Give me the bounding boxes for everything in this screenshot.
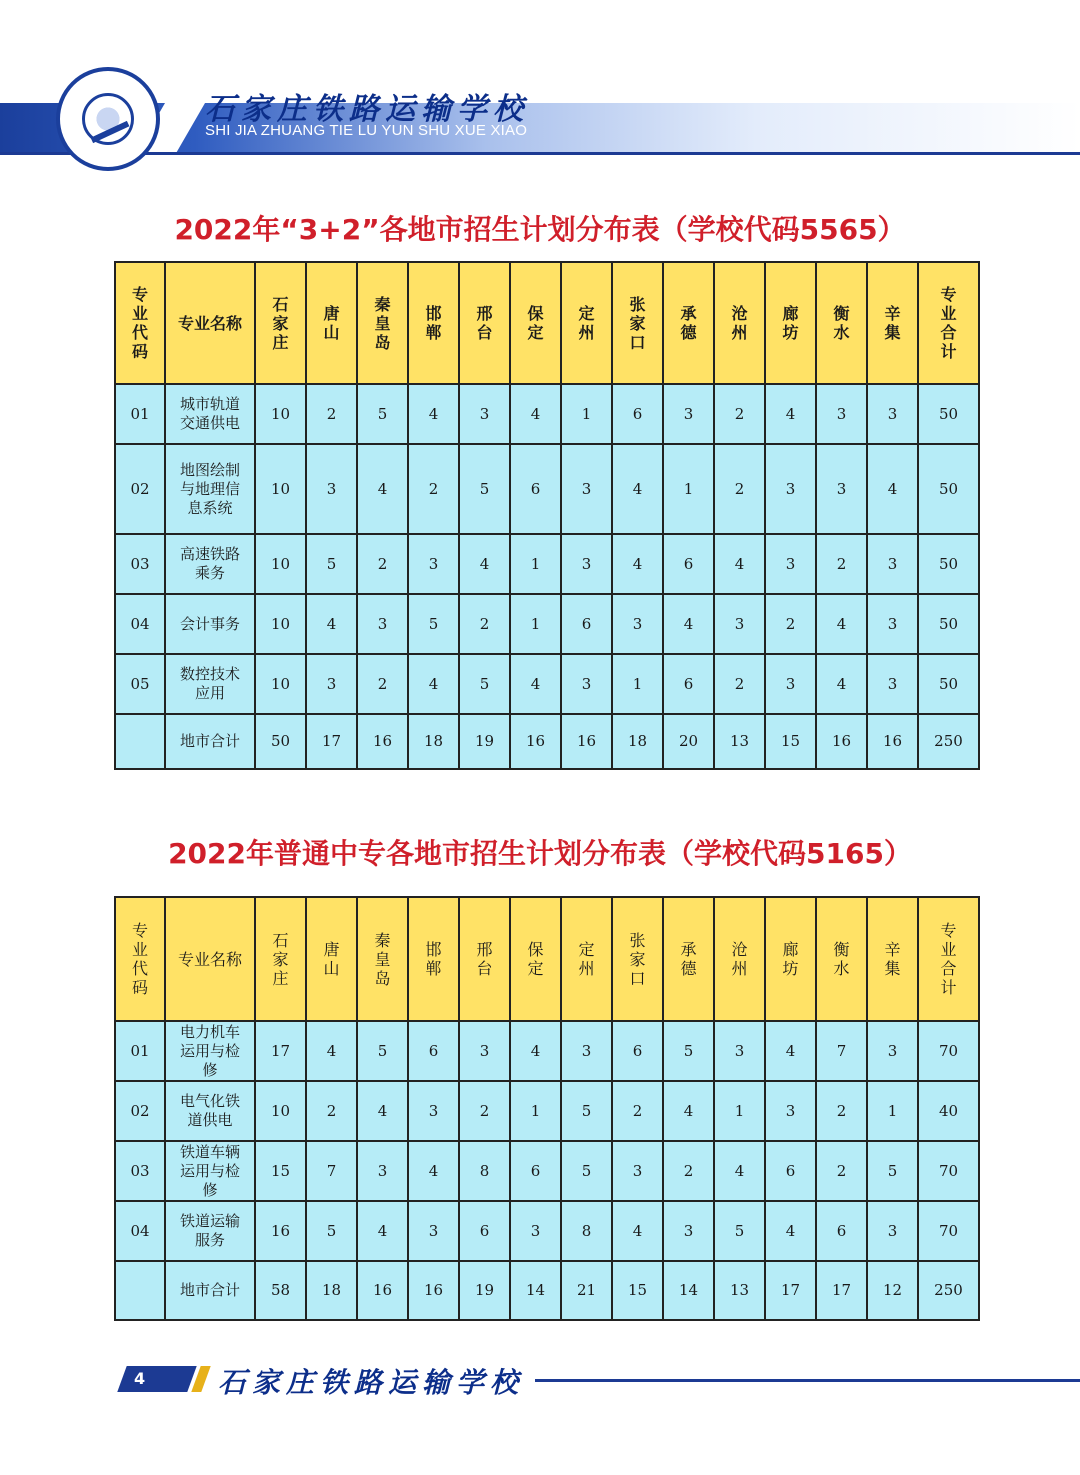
- column-header: [255, 262, 306, 384]
- column-header-label: 定州: [578, 304, 595, 342]
- enrollment-table-3plus2: [114, 261, 980, 770]
- column-header: [918, 262, 979, 384]
- school-name-en: SHI JIA ZHUANG TIE LU YUN SHU XUE XIAO: [205, 122, 528, 139]
- table-row: [115, 444, 979, 534]
- column-header-label: 廊坊: [782, 940, 799, 978]
- count-cell: 4: [357, 1081, 408, 1141]
- column-header: [867, 262, 918, 384]
- column-header: [561, 897, 612, 1021]
- column-header: [765, 897, 816, 1021]
- count-cell: 1: [510, 594, 561, 654]
- count-cell: 5: [561, 1081, 612, 1141]
- count-cell: 18: [612, 714, 663, 769]
- count-cell: 2: [612, 1081, 663, 1141]
- table1-title: 2022年“3+2”各地市招生计划分布表（学校代码5565）: [174, 213, 906, 246]
- count-cell: 8: [459, 1141, 510, 1201]
- column-header-label: 专业代码: [131, 285, 148, 361]
- count-cell: 4: [816, 594, 867, 654]
- major-name-cell: 地市合计: [165, 1261, 255, 1320]
- column-header: [357, 262, 408, 384]
- count-cell: 250: [918, 1261, 979, 1320]
- column-header-label: 石家庄: [272, 930, 289, 988]
- count-cell: 4: [816, 654, 867, 714]
- table-header-row: [115, 897, 979, 1021]
- count-cell: 2: [306, 1081, 357, 1141]
- column-header: [408, 897, 459, 1021]
- count-cell: 6: [510, 444, 561, 534]
- major-name-cell: 地市合计: [165, 714, 255, 769]
- count-cell: 6: [561, 594, 612, 654]
- major-name-cell: 地图绘制与地理信息系统: [165, 444, 255, 534]
- count-cell: 2: [459, 594, 510, 654]
- column-header-label: 保定: [527, 304, 544, 342]
- column-header: [306, 897, 357, 1021]
- major-code-cell: 04: [115, 1201, 165, 1261]
- count-cell: 4: [408, 384, 459, 444]
- column-header-label: 邯郸: [425, 304, 442, 342]
- column-header-label: 保定: [527, 940, 544, 978]
- count-cell: 14: [663, 1261, 714, 1320]
- count-cell: 4: [714, 1141, 765, 1201]
- count-cell: 1: [663, 444, 714, 534]
- count-cell: 3: [765, 444, 816, 534]
- count-cell: 2: [765, 594, 816, 654]
- count-cell: 4: [357, 444, 408, 534]
- count-cell: 5: [459, 654, 510, 714]
- column-header: [612, 262, 663, 384]
- column-header: [561, 262, 612, 384]
- count-cell: 2: [663, 1141, 714, 1201]
- column-header: [918, 897, 979, 1021]
- count-cell: 4: [714, 534, 765, 594]
- table-row: [115, 1141, 979, 1201]
- count-cell: 70: [918, 1201, 979, 1261]
- count-cell: 10: [255, 594, 306, 654]
- count-cell: 8: [561, 1201, 612, 1261]
- count-cell: 3: [357, 1141, 408, 1201]
- count-cell: 16: [867, 714, 918, 769]
- column-header: [663, 897, 714, 1021]
- count-cell: 4: [867, 444, 918, 534]
- count-cell: 6: [612, 1021, 663, 1081]
- column-header: [816, 262, 867, 384]
- count-cell: 4: [510, 384, 561, 444]
- count-cell: 1: [510, 534, 561, 594]
- header-rule: [0, 152, 1080, 155]
- count-cell: 3: [612, 594, 663, 654]
- page-number: 4: [134, 1369, 146, 1388]
- count-cell: 50: [918, 534, 979, 594]
- table-row: [115, 534, 979, 594]
- column-header: [459, 897, 510, 1021]
- count-cell: 10: [255, 1081, 306, 1141]
- major-code-cell: 04: [115, 594, 165, 654]
- count-cell: 18: [306, 1261, 357, 1320]
- count-cell: 2: [816, 1081, 867, 1141]
- column-header-label: 专业代码: [131, 921, 148, 997]
- column-header: [714, 262, 765, 384]
- count-cell: 6: [510, 1141, 561, 1201]
- school-logo-icon: [56, 67, 160, 171]
- column-header-label: 定州: [578, 940, 595, 978]
- count-cell: 6: [612, 384, 663, 444]
- count-cell: 4: [663, 1081, 714, 1141]
- major-name-cell: 电气化铁道供电: [165, 1081, 255, 1141]
- count-cell: 5: [408, 594, 459, 654]
- count-cell: 1: [561, 384, 612, 444]
- column-header-label: 衡水: [833, 304, 850, 342]
- count-cell: 3: [510, 1201, 561, 1261]
- count-cell: 10: [255, 654, 306, 714]
- major-code-cell: 02: [115, 444, 165, 534]
- table-row: [115, 384, 979, 444]
- count-cell: 4: [663, 594, 714, 654]
- count-cell: 6: [663, 654, 714, 714]
- count-cell: 12: [867, 1261, 918, 1320]
- count-cell: 2: [714, 654, 765, 714]
- count-cell: 4: [612, 534, 663, 594]
- major-code-cell: 05: [115, 654, 165, 714]
- major-code-cell: [115, 714, 165, 769]
- count-cell: 3: [408, 1081, 459, 1141]
- count-cell: 3: [867, 384, 918, 444]
- count-cell: 3: [459, 384, 510, 444]
- major-code-cell: 03: [115, 1141, 165, 1201]
- table-row: [115, 1081, 979, 1141]
- count-cell: 3: [663, 1201, 714, 1261]
- count-cell: 4: [357, 1201, 408, 1261]
- count-cell: 2: [306, 384, 357, 444]
- count-cell: 16: [561, 714, 612, 769]
- count-cell: 4: [510, 654, 561, 714]
- count-cell: 2: [357, 654, 408, 714]
- count-cell: 3: [765, 654, 816, 714]
- count-cell: 16: [510, 714, 561, 769]
- column-header: [165, 262, 255, 384]
- count-cell: 4: [765, 1021, 816, 1081]
- count-cell: 2: [357, 534, 408, 594]
- count-cell: 3: [867, 534, 918, 594]
- count-cell: 70: [918, 1021, 979, 1081]
- table-row: [115, 654, 979, 714]
- count-cell: 6: [663, 534, 714, 594]
- count-cell: 7: [816, 1021, 867, 1081]
- count-cell: 2: [714, 384, 765, 444]
- count-cell: 1: [867, 1081, 918, 1141]
- column-header: [115, 897, 165, 1021]
- count-cell: 3: [765, 1081, 816, 1141]
- count-cell: 5: [561, 1141, 612, 1201]
- count-cell: 15: [612, 1261, 663, 1320]
- count-cell: 40: [918, 1081, 979, 1141]
- count-cell: 10: [255, 384, 306, 444]
- column-header: [459, 262, 510, 384]
- column-header-label: 秦皇岛: [374, 294, 391, 352]
- count-cell: 3: [561, 534, 612, 594]
- count-cell: 50: [918, 444, 979, 534]
- count-cell: 2: [816, 1141, 867, 1201]
- count-cell: 3: [408, 534, 459, 594]
- major-name-cell: 会计事务: [165, 594, 255, 654]
- count-cell: 15: [255, 1141, 306, 1201]
- count-cell: 5: [459, 444, 510, 534]
- count-cell: 4: [459, 534, 510, 594]
- count-cell: 6: [816, 1201, 867, 1261]
- table-row: [115, 714, 979, 769]
- count-cell: 3: [357, 594, 408, 654]
- major-code-cell: 02: [115, 1081, 165, 1141]
- major-name-cell: 高速铁路乘务: [165, 534, 255, 594]
- column-header-label: 专业合计: [940, 921, 957, 997]
- column-header-label: 沧州: [731, 940, 748, 978]
- major-name-cell: 铁道车辆运用与检修: [165, 1141, 255, 1201]
- count-cell: 3: [561, 1021, 612, 1081]
- major-code-cell: 03: [115, 534, 165, 594]
- column-header: [306, 262, 357, 384]
- major-name-cell: 电力机车运用与检修: [165, 1021, 255, 1081]
- count-cell: 21: [561, 1261, 612, 1320]
- count-cell: 4: [612, 1201, 663, 1261]
- table-row: [115, 1021, 979, 1081]
- count-cell: 13: [714, 1261, 765, 1320]
- column-header: [408, 262, 459, 384]
- column-header-label: 专业名称: [177, 949, 242, 969]
- table2-title: 2022年普通中专各地市招生计划分布表（学校代码5165）: [168, 837, 912, 870]
- count-cell: 3: [306, 444, 357, 534]
- count-cell: 10: [255, 444, 306, 534]
- column-header-label: 张家口: [629, 294, 646, 352]
- count-cell: 2: [816, 534, 867, 594]
- count-cell: 58: [255, 1261, 306, 1320]
- column-header: [663, 262, 714, 384]
- count-cell: 5: [306, 1201, 357, 1261]
- column-header: [867, 897, 918, 1021]
- major-code-cell: 01: [115, 1021, 165, 1081]
- table-row: [115, 1201, 979, 1261]
- count-cell: 3: [867, 654, 918, 714]
- column-header-label: 唐山: [323, 304, 340, 342]
- count-cell: 6: [765, 1141, 816, 1201]
- column-header: [816, 897, 867, 1021]
- count-cell: 5: [663, 1021, 714, 1081]
- column-header: [612, 897, 663, 1021]
- count-cell: 50: [918, 654, 979, 714]
- count-cell: 16: [816, 714, 867, 769]
- table-row: [115, 594, 979, 654]
- count-cell: 2: [714, 444, 765, 534]
- count-cell: 4: [306, 594, 357, 654]
- count-cell: 3: [867, 1201, 918, 1261]
- column-header-label: 承德: [680, 940, 697, 978]
- count-cell: 19: [459, 1261, 510, 1320]
- major-name-cell: 铁道运输服务: [165, 1201, 255, 1261]
- page-number-box: [117, 1366, 196, 1392]
- count-cell: 3: [306, 654, 357, 714]
- count-cell: 17: [255, 1021, 306, 1081]
- column-header: [165, 897, 255, 1021]
- column-header-label: 辛集: [884, 304, 901, 342]
- count-cell: 4: [765, 1201, 816, 1261]
- count-cell: 3: [867, 594, 918, 654]
- page-header: [0, 0, 1080, 160]
- count-cell: 16: [357, 714, 408, 769]
- column-header: [714, 897, 765, 1021]
- count-cell: 6: [408, 1021, 459, 1081]
- count-cell: 3: [714, 594, 765, 654]
- count-cell: 3: [816, 384, 867, 444]
- count-cell: 50: [255, 714, 306, 769]
- table-header-row: [115, 262, 979, 384]
- column-header-label: 石家庄: [272, 294, 289, 352]
- column-header-label: 唐山: [323, 940, 340, 978]
- column-header-label: 秦皇岛: [374, 930, 391, 988]
- column-header: [357, 897, 408, 1021]
- count-cell: 70: [918, 1141, 979, 1201]
- column-header-label: 邯郸: [425, 940, 442, 978]
- count-cell: 3: [459, 1021, 510, 1081]
- column-header: [510, 897, 561, 1021]
- table-row: [115, 1261, 979, 1320]
- count-cell: 3: [816, 444, 867, 534]
- count-cell: 5: [306, 534, 357, 594]
- count-cell: 16: [255, 1201, 306, 1261]
- enrollment-table-secondary: [114, 896, 980, 1321]
- column-header: [255, 897, 306, 1021]
- major-name-cell: 城市轨道交通供电: [165, 384, 255, 444]
- count-cell: 50: [918, 384, 979, 444]
- column-header: [510, 262, 561, 384]
- page-footer: [0, 1358, 1080, 1398]
- count-cell: 3: [612, 1141, 663, 1201]
- count-cell: 15: [765, 714, 816, 769]
- count-cell: 4: [612, 444, 663, 534]
- count-cell: 17: [816, 1261, 867, 1320]
- count-cell: 4: [765, 384, 816, 444]
- column-header-label: 邢台: [476, 304, 493, 342]
- count-cell: 1: [510, 1081, 561, 1141]
- count-cell: 3: [561, 444, 612, 534]
- count-cell: 2: [408, 444, 459, 534]
- count-cell: 5: [867, 1141, 918, 1201]
- count-cell: 4: [306, 1021, 357, 1081]
- column-header-label: 衡水: [833, 940, 850, 978]
- count-cell: 5: [357, 1021, 408, 1081]
- count-cell: 14: [510, 1261, 561, 1320]
- count-cell: 3: [867, 1021, 918, 1081]
- column-header-label: 邢台: [476, 940, 493, 978]
- major-code-cell: [115, 1261, 165, 1320]
- count-cell: 16: [408, 1261, 459, 1320]
- count-cell: 250: [918, 714, 979, 769]
- count-cell: 19: [459, 714, 510, 769]
- column-header-label: 廊坊: [782, 304, 799, 342]
- major-name-cell: 数控技术应用: [165, 654, 255, 714]
- count-cell: 18: [408, 714, 459, 769]
- count-cell: 17: [306, 714, 357, 769]
- column-header-label: 承德: [680, 304, 697, 342]
- count-cell: 20: [663, 714, 714, 769]
- column-header-label: 专业名称: [177, 313, 242, 333]
- count-cell: 3: [765, 534, 816, 594]
- count-cell: 5: [714, 1201, 765, 1261]
- count-cell: 1: [612, 654, 663, 714]
- footer-school-name: 石家庄铁路运输学校: [218, 1366, 525, 1399]
- count-cell: 10: [255, 534, 306, 594]
- count-cell: 17: [765, 1261, 816, 1320]
- count-cell: 50: [918, 594, 979, 654]
- count-cell: 16: [357, 1261, 408, 1320]
- count-cell: 6: [459, 1201, 510, 1261]
- count-cell: 13: [714, 714, 765, 769]
- major-code-cell: 01: [115, 384, 165, 444]
- count-cell: 1: [714, 1081, 765, 1141]
- column-header: [115, 262, 165, 384]
- count-cell: 3: [663, 384, 714, 444]
- count-cell: 3: [714, 1021, 765, 1081]
- footer-rule: [535, 1379, 1080, 1382]
- count-cell: 3: [408, 1201, 459, 1261]
- count-cell: 2: [459, 1081, 510, 1141]
- school-name-cn: 石家庄铁路运输学校: [205, 92, 529, 127]
- column-header-label: 张家口: [629, 930, 646, 988]
- column-header-label: 辛集: [884, 940, 901, 978]
- count-cell: 3: [561, 654, 612, 714]
- count-cell: 4: [408, 1141, 459, 1201]
- count-cell: 4: [408, 654, 459, 714]
- count-cell: 4: [510, 1021, 561, 1081]
- column-header: [765, 262, 816, 384]
- column-header-label: 沧州: [731, 304, 748, 342]
- count-cell: 7: [306, 1141, 357, 1201]
- count-cell: 5: [357, 384, 408, 444]
- column-header-label: 专业合计: [940, 285, 957, 361]
